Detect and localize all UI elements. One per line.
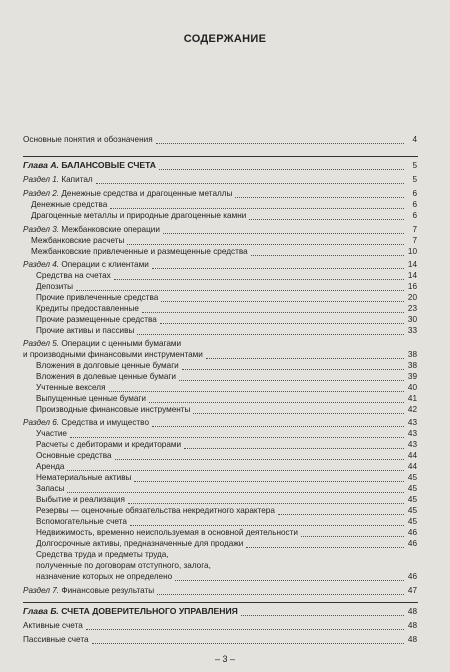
dot-leader	[161, 292, 404, 302]
toc-entry-s6-12[interactable]	[0, 549, 450, 560]
toc-entry-s2[interactable]	[0, 188, 450, 199]
toc-entry-text: Производные финансовые инструменты	[36, 405, 191, 414]
toc-entry-text: Вложения в долевые ценные бумаги	[36, 372, 176, 381]
toc-entry-s5-3[interactable]	[0, 382, 450, 393]
toc-entry-chB[interactable]	[0, 606, 450, 617]
dot-leader	[152, 259, 404, 269]
dot-leader	[142, 303, 404, 313]
toc-entry-s6-1[interactable]	[0, 428, 450, 439]
toc-entry-text: Прочие активы и пассивы	[36, 326, 135, 335]
toc-entry-label	[31, 246, 248, 257]
toc-entry-text: Вспомогательные счета	[36, 517, 127, 526]
toc-entry-text: Основные понятия и обозначения	[23, 135, 153, 144]
toc-entry-label	[36, 314, 157, 325]
toc-entry-label	[36, 281, 73, 292]
dot-leader	[137, 325, 404, 335]
page-number-ref: 42	[407, 405, 417, 414]
page-number-ref: 20	[407, 293, 417, 302]
dot-leader	[92, 634, 404, 644]
toc-entry-text: Средства на счетах	[36, 271, 111, 280]
page-number-ref: 46	[407, 539, 417, 548]
page-number-ref: 46	[407, 528, 417, 537]
toc-entry-s3[interactable]	[0, 224, 450, 235]
toc-entry-label	[23, 134, 153, 145]
dot-leader	[110, 199, 404, 209]
section-prefix: Раздел 3.	[23, 225, 60, 234]
toc-entry-label	[36, 472, 131, 483]
toc-entry-label	[36, 516, 127, 527]
toc-entry-s5-4[interactable]	[0, 393, 450, 404]
dot-leader	[156, 134, 404, 144]
toc-entry-label	[23, 188, 232, 199]
toc-entry-s4-6[interactable]	[0, 325, 450, 336]
toc-entry-s4-5[interactable]	[0, 314, 450, 325]
page-number-ref: 38	[407, 350, 417, 359]
toc-entry-s6-10[interactable]	[0, 527, 450, 538]
toc-entry-label	[36, 303, 139, 314]
toc-entry-label	[23, 160, 156, 171]
dot-leader	[114, 270, 404, 280]
dot-leader	[179, 371, 404, 381]
toc-entry-b-2[interactable]	[0, 634, 450, 645]
toc-entry-label	[23, 174, 93, 185]
page-number-ref: 16	[407, 282, 417, 291]
page-number-ref: 7	[412, 225, 417, 234]
dot-leader	[193, 404, 404, 414]
dot-leader	[130, 516, 404, 526]
page-number-ref: 45	[407, 473, 417, 482]
toc-entry-text: Денежные средства	[31, 200, 108, 209]
toc-entry-s6-8[interactable]	[0, 505, 450, 516]
toc-entry-s5-5[interactable]	[0, 404, 450, 415]
toc-entry-s2-2[interactable]	[0, 210, 450, 221]
toc-entry-label	[23, 224, 160, 235]
toc-entry-label	[36, 360, 179, 371]
toc-entry-text: Участие	[36, 429, 67, 438]
toc-entry-line: назначение которых не определено	[36, 572, 173, 581]
toc-entry-label	[36, 560, 211, 571]
dot-leader	[246, 538, 404, 548]
section-title: Денежные средства и драгоценные металлы	[61, 189, 233, 198]
page-number-ref: 45	[407, 495, 417, 504]
dot-leader	[249, 210, 404, 220]
page-number-ref: 47	[407, 586, 417, 595]
dot-leader	[128, 494, 404, 504]
chapter-prefix: Глава Б.	[23, 606, 59, 616]
section-prefix: Раздел 7.	[23, 586, 60, 595]
page-number-ref: 39	[407, 372, 417, 381]
toc-entry-label	[36, 549, 169, 560]
section-title: Операции с клиентами	[61, 260, 149, 269]
toc-entry-s1[interactable]	[0, 174, 450, 185]
toc-entry-label	[36, 404, 190, 415]
toc-entry-s6-2[interactable]	[0, 439, 450, 450]
page-number-ref: 45	[407, 484, 417, 493]
page-number-ref: 46	[407, 572, 417, 581]
section-title: Капитал	[61, 175, 93, 184]
section-prefix: Раздел 4.	[23, 260, 60, 269]
section-title: Средства и имущество	[61, 418, 149, 427]
page-number-ref: 45	[407, 517, 417, 526]
toc-entry-label	[36, 393, 146, 404]
page-number-ref: 43	[407, 429, 417, 438]
toc-entry-s6-6[interactable]	[0, 483, 450, 494]
section-title-continued: и производными финансовыми инструментами	[23, 350, 203, 359]
toc-entry-label	[36, 292, 158, 303]
dot-leader	[67, 461, 404, 471]
dot-leader	[182, 360, 404, 370]
toc-entry-b-1[interactable]	[0, 620, 450, 631]
dot-leader	[96, 174, 404, 184]
toc-entry-label	[23, 259, 149, 270]
dot-leader	[159, 160, 404, 170]
page-number-ref: 23	[407, 304, 417, 313]
toc-entry-s6-9[interactable]	[0, 516, 450, 527]
toc-entry-s5[interactable]	[0, 338, 450, 349]
toc-entry-s6[interactable]	[0, 417, 450, 428]
chapter-prefix: Глава А.	[23, 160, 59, 170]
toc-entry-label	[36, 270, 111, 281]
section-prefix: Раздел 2.	[23, 189, 60, 198]
page-title: СОДЕРЖАНИЕ	[183, 33, 267, 45]
page-number-ref: 14	[407, 271, 417, 280]
toc-entry-label	[31, 199, 107, 210]
section-title: Финансовые результаты	[61, 586, 155, 595]
dot-leader	[163, 224, 404, 234]
toc-entry-s4[interactable]	[0, 259, 450, 270]
toc-entry-s5-1[interactable]	[0, 360, 450, 371]
toc-entry-label	[23, 634, 89, 645]
page-number-ref: 43	[407, 418, 417, 427]
toc-entry-s6-12[interactable]	[0, 560, 450, 571]
page-number-ref: 4	[412, 135, 417, 144]
toc-entry-s4-3[interactable]	[0, 292, 450, 303]
toc-entry-text: Долгосрочные активы, предназначенные для продажи	[36, 539, 244, 548]
section-prefix: Раздел 5.	[23, 339, 60, 348]
toc-entry-text: Учтенные векселя	[36, 383, 106, 392]
section-prefix: Раздел 6.	[23, 418, 60, 427]
toc-entry-text: Резервы — оценочные обязательства некредитного характера	[36, 506, 275, 515]
page-number-ref: 41	[407, 394, 417, 403]
toc-entry-text: Нематериальные активы	[36, 473, 132, 482]
toc-entry-text: Драгоценные металлы и природные драгоценные камни	[31, 211, 247, 220]
toc-entry-s6-5[interactable]	[0, 472, 450, 483]
toc-entry-label	[36, 382, 106, 393]
dot-leader	[278, 505, 404, 515]
page-number-ref: 6	[412, 189, 417, 198]
toc-entry-s6-7[interactable]	[0, 494, 450, 505]
toc-entry-s6-12[interactable]	[0, 571, 450, 582]
dot-leader	[241, 606, 404, 616]
page-number-ref: 5	[412, 175, 417, 184]
toc-entry-s4-2[interactable]	[0, 281, 450, 292]
toc-entry-text: Межбанковские расчеты	[31, 236, 125, 245]
toc-entry-text: Кредиты предоставленные	[36, 304, 139, 313]
section-divider	[23, 602, 418, 603]
toc-entry-label	[23, 585, 154, 596]
toc-entry-text: Прочие привлеченные средства	[36, 293, 159, 302]
page-number-ref: 33	[407, 326, 417, 335]
toc-entry-s5-2[interactable]	[0, 371, 450, 382]
section-divider	[23, 156, 418, 157]
page-number-ref: 43	[407, 440, 417, 449]
dot-leader	[76, 281, 404, 291]
toc-entry-label	[31, 210, 246, 221]
toc-entry-label	[36, 483, 64, 494]
page-number-ref: 48	[407, 635, 417, 644]
chapter-title: СЧЕТА ДОВЕРИТЕЛЬНОГО УПРАВЛЕНИЯ	[61, 606, 238, 616]
dot-leader	[86, 620, 404, 630]
page-number-ref: 40	[407, 383, 417, 392]
toc-entry-text: Выбытие и реализация	[36, 495, 125, 504]
toc-entry-text: Активные счета	[23, 621, 83, 630]
toc-entry-s6-4[interactable]	[0, 461, 450, 472]
toc-entry-s2-1[interactable]	[0, 199, 450, 210]
page-number-ref: 6	[412, 211, 417, 220]
toc-entry-text: Выпущенные ценные бумаги	[36, 394, 146, 403]
dot-leader	[301, 527, 404, 537]
dot-leader	[160, 314, 404, 324]
toc-entry-text: Депозиты	[36, 282, 73, 291]
toc-entry-s4-4[interactable]	[0, 303, 450, 314]
page-number-ref: 44	[407, 462, 417, 471]
chapter-title: БАЛАНСОВЫЕ СЧЕТА	[61, 160, 157, 170]
toc-entry-label	[36, 461, 64, 472]
toc-entry-s7[interactable]	[0, 585, 450, 596]
page-number-ref: 48	[407, 607, 417, 616]
toc-entry-text: Запасы	[36, 484, 65, 493]
toc-entry-label	[36, 428, 67, 439]
toc-entry-label	[36, 325, 134, 336]
toc-entry-label	[36, 538, 243, 549]
dot-leader	[175, 571, 404, 581]
toc-entry-text: Прочие размещенные средства	[36, 315, 157, 324]
toc-entry-s6-11[interactable]	[0, 538, 450, 549]
page-number: – 3 –	[214, 654, 236, 664]
toc-entry-label	[36, 505, 275, 516]
toc-entry-chA[interactable]	[0, 160, 450, 171]
page-number-ref: 14	[407, 260, 417, 269]
toc-entry-text: Аренда	[36, 462, 65, 471]
dot-leader	[206, 349, 404, 359]
page-number-ref: 45	[407, 506, 417, 515]
dot-leader	[149, 393, 404, 403]
dot-leader	[184, 439, 404, 449]
toc-entry-text: Недвижимость, временно неиспользуемая в основной деятельности	[36, 528, 298, 537]
toc-entry-basics[interactable]	[0, 134, 450, 145]
page-number-ref: 44	[407, 451, 417, 460]
toc-entry-s4-1[interactable]	[0, 270, 450, 281]
page-number-ref: 5	[412, 161, 417, 170]
dot-leader	[109, 382, 404, 392]
toc-entry-label	[23, 606, 238, 617]
toc-entry-label	[23, 338, 181, 349]
toc-entry-s3-2[interactable]	[0, 246, 450, 257]
page-number-ref: 6	[412, 200, 417, 209]
page-number-ref: 48	[407, 621, 417, 630]
toc-entry-line: полученные по договорам отступного, залога,	[36, 561, 211, 570]
toc-entry-s5[interactable]	[0, 349, 450, 360]
dot-leader	[67, 483, 404, 493]
toc-entry-s6-3[interactable]	[0, 450, 450, 461]
toc-entry-label	[23, 349, 203, 360]
dot-leader	[152, 417, 404, 427]
section-title: Операции с ценными бумагами	[61, 339, 182, 348]
dot-leader	[235, 188, 404, 198]
section-prefix: Раздел 1.	[23, 175, 60, 184]
toc-entry-text: Вложения в долговые ценные бумаги	[36, 361, 179, 370]
toc-entry-label	[36, 571, 172, 582]
dot-leader	[134, 472, 404, 482]
toc-entry-label	[36, 371, 176, 382]
dot-leader	[251, 246, 404, 256]
page-number-ref: 10	[407, 247, 417, 256]
toc-entry-label	[36, 450, 112, 461]
toc-entry-label	[23, 620, 83, 631]
toc-entry-s3-1[interactable]	[0, 235, 450, 246]
toc-entry-line: Средства труда и предметы труда,	[36, 550, 169, 559]
toc-entry-label	[36, 439, 181, 450]
toc-entry-text: Расчеты с дебиторами и кредиторами	[36, 440, 182, 449]
toc-entry-label	[36, 527, 298, 538]
dot-leader	[70, 428, 404, 438]
toc-entry-label	[36, 494, 125, 505]
section-title: Межбанковские операции	[61, 225, 160, 234]
toc-entry-text: Основные средства	[36, 451, 112, 460]
page-number-ref: 38	[407, 361, 417, 370]
page-number-ref: 7	[412, 236, 417, 245]
page-number-ref: 30	[407, 315, 417, 324]
dot-leader	[115, 450, 404, 460]
toc-entry-text: Пассивные счета	[23, 635, 89, 644]
toc-entry-text: Межбанковские привлеченные и размещенные средства	[31, 247, 248, 256]
toc-entry-label	[31, 235, 124, 246]
dot-leader	[127, 235, 404, 245]
toc-entry-label	[23, 417, 149, 428]
dot-leader	[157, 585, 404, 595]
